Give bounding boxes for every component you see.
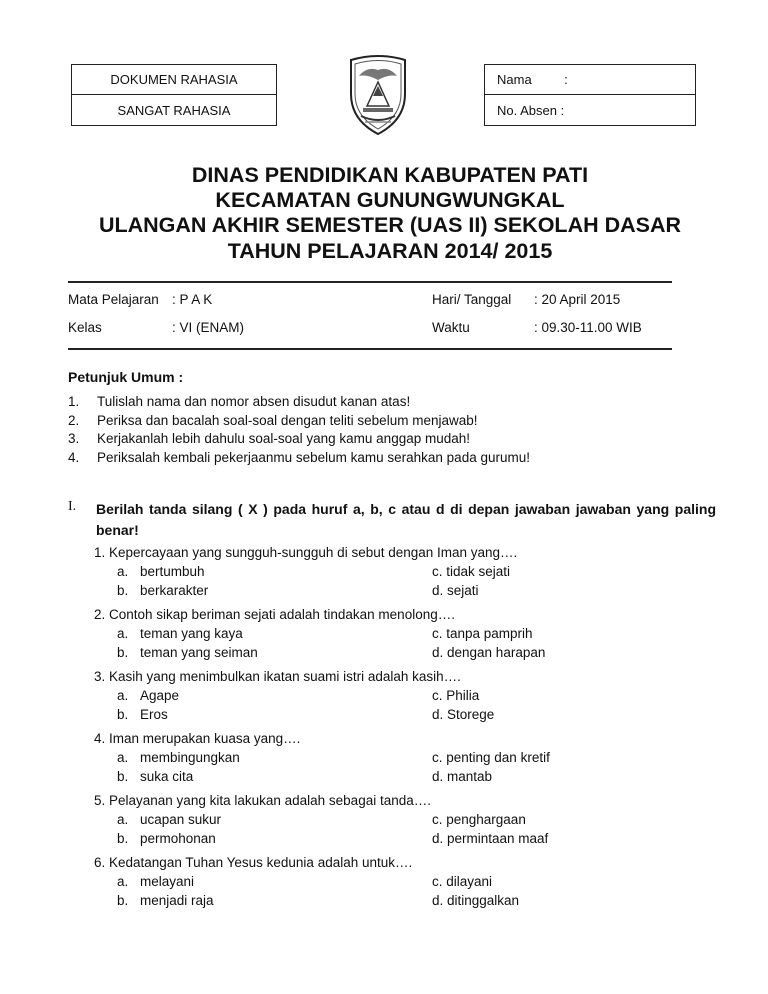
answer-option-c: c. penting dan kretif [432,750,550,765]
instruction-item: 2. Periksa dan bacalah soal-soal dengan teliti sebelum menjawab! [68,413,478,428]
instruction-item: 1. Tulislah nama dan nomor absen disudut kanan atas! [68,394,411,409]
answer-option-d: d. Storege [432,707,495,722]
title-line-3: ULANGAN AKHIR SEMESTER (UAS II) SEKOLAH DASAR [98,213,682,237]
top-secret-label: SANGAT RAHASIA [117,102,231,118]
question-text: 1. Kepercayaan yang sungguh-sungguh di sebut dengan Iman yang…. [94,545,518,560]
answer-option-a: a. bertumbuh [117,564,205,579]
classification-box [71,64,277,126]
class-label: Kelas [68,320,102,335]
section-number: I. [68,499,77,514]
answer-option-b: b. berkarakter [117,583,209,598]
regency-crest-icon [345,50,411,136]
answer-option-a: a. ucapan sukur [117,812,222,827]
header-divider-top [68,281,672,283]
answer-option-d: d. permintaan maaf [432,831,549,846]
instructions-title: Petunjuk Umum : [68,369,184,385]
answer-option-d: d. ditinggalkan [432,893,520,908]
answer-option-c: c. dilayani [432,874,493,889]
answer-option-d: d. mantab [432,769,493,784]
title-line-4: TAHUN PELAJARAN 2014/ 2015 [227,239,553,263]
answer-option-a: a. Agape [117,688,180,703]
title-line-2: KECAMATAN GUNUNGWUNGKAL [215,188,565,212]
answer-option-b: b. Eros [117,707,168,722]
answer-option-c: c. tanpa pamprih [432,626,533,641]
instruction-item: 3. Kerjakanlah lebih dahulu soal-soal yang kamu anggap mudah! [68,431,471,446]
header-divider-bottom [68,348,672,350]
answer-option-a: a. teman yang kaya [117,626,243,641]
answer-option-a: a. membingungkan [117,750,240,765]
answer-option-c: c. Philia [432,688,480,703]
section-instruction: Berilah tanda silang ( X ) pada huruf a, b, c atau d di depan jawaban jawaban yang paling benar! [96,501,716,538]
answer-option-c: c. tidak sejati [432,564,511,579]
answer-option-d: d. dengan harapan [432,645,546,660]
question-text: 5. Pelayanan yang kita lakukan adalah sebagai tanda…. [94,793,431,808]
answer-option-a: a. melayani [117,874,195,889]
question-text: 2. Contoh sikap beriman sejati adalah tindakan menolong…. [94,607,455,622]
document-secret-label: DOKUMEN RAHASIA [72,65,276,95]
absence-number-field: No. Absen : [497,102,565,118]
subject-value: : P A K [172,292,213,307]
date-label: Hari/ Tanggal [432,292,512,307]
question-text: 6. Kedatangan Tuhan Yesus kedunia adalah untuk…. [94,855,413,870]
answer-option-b: b. menjadi raja [117,893,214,908]
class-value: : VI (ENAM) [172,320,245,335]
time-label: Waktu [432,320,470,335]
instruction-item: 4. Periksalah kembali pekerjaanmu sebelum kamu serahkan pada gurumu! [68,450,530,465]
name-field: Nama : [485,65,695,95]
student-info-box [484,64,696,126]
answer-option-b: b. suka cita [117,769,194,784]
time-value: : 09.30-11.00 WIB [534,320,642,335]
question-text: 3. Kasih yang menimbulkan ikatan suami istri adalah kasih…. [94,669,461,684]
answer-option-c: c. penghargaan [432,812,526,827]
answer-option-b: b. teman yang seiman [117,645,258,660]
answer-option-b: b. permohonan [117,831,216,846]
title-line-1: DINAS PENDIDIKAN KABUPATEN PATI [191,163,589,187]
date-value: : 20 April 2015 [534,292,621,307]
answer-option-d: d. sejati [432,583,479,598]
subject-label: Mata Pelajaran [68,292,159,307]
question-text: 4. Iman merupakan kuasa yang…. [94,731,301,746]
